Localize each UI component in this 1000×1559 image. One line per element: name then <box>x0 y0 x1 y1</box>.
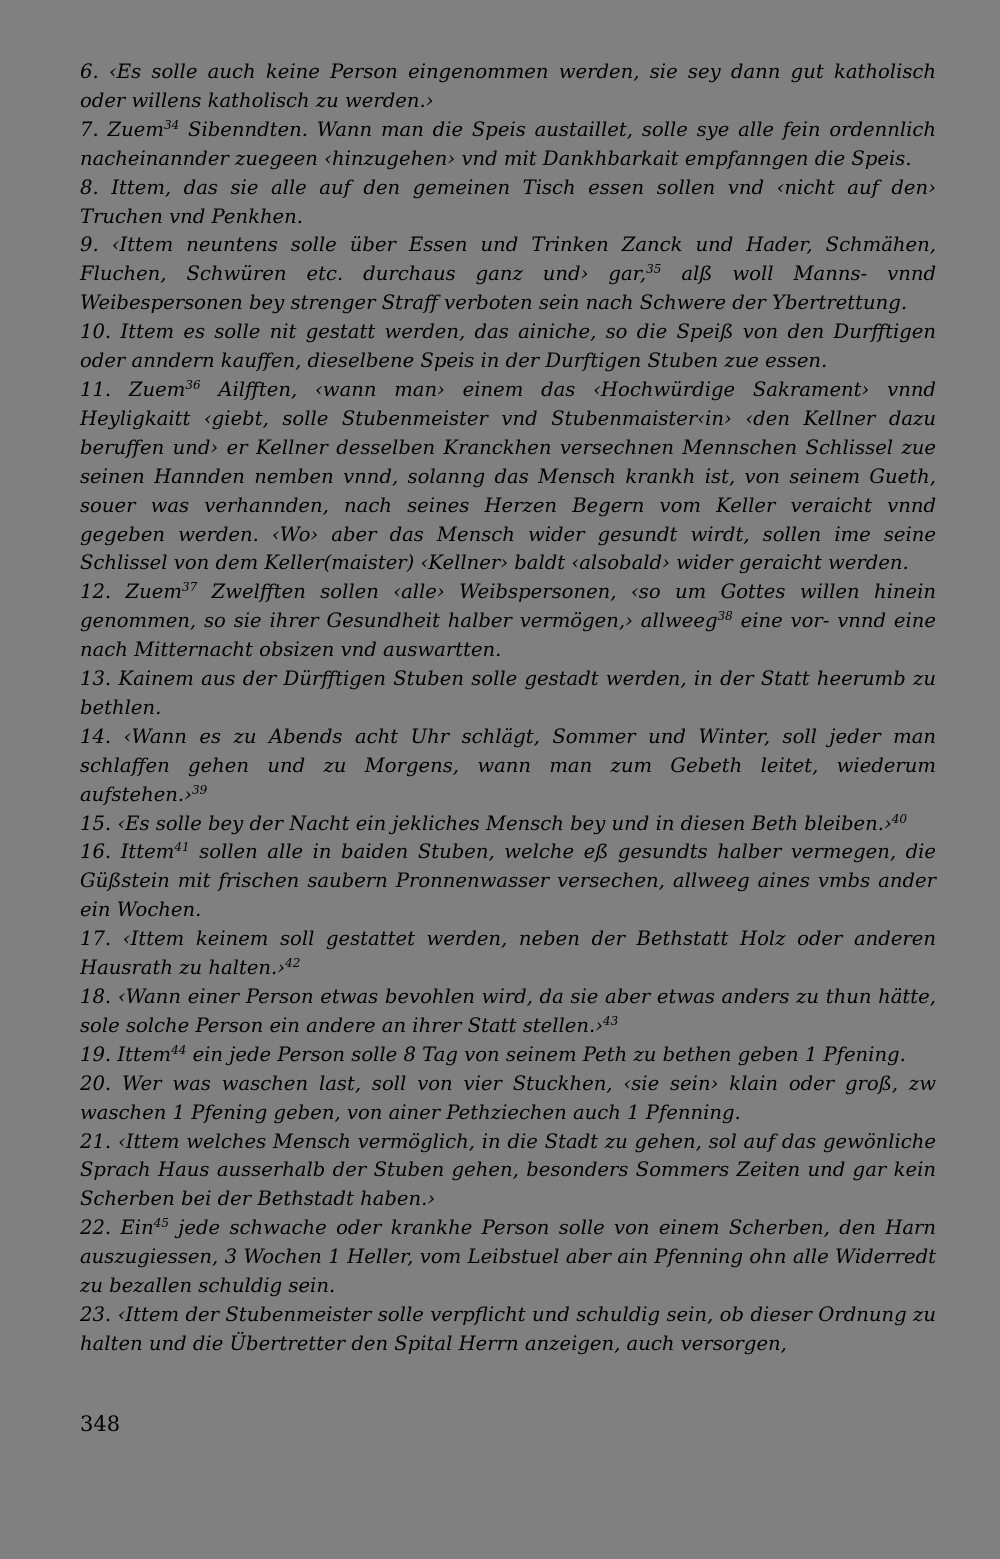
paragraph-text: Sibenndten. Wann man die Speis austaillet, solle sye alle fein ordennlich nacheinannder zuegeen ‹hinzugehen› vnd mit Dankhbarkait empfanngen die Speis. <box>80 117 936 170</box>
footnote-marker: 44 <box>171 1042 187 1057</box>
paragraph-text: sollen alle in baiden Stuben, welche eß gesundts halber vermegen, die Güßstein mit frischen saubern Pronnenwasser versechen, allweeg aines vmbs ander ein Wochen. <box>80 840 936 922</box>
numbered-paragraph <box>80 1301 936 1359</box>
footnote-marker: 34 <box>163 117 180 132</box>
paragraph-text: 22. Ein <box>80 1216 154 1240</box>
paragraph-text: 18. ‹Wann einer Person etwas bevohlen wird, da sie aber etwas anders zu thun hätte, sole solche Person ein andere an ihrer Statt stellen.› <box>80 985 936 1037</box>
paragraph-text: 7. Zuem <box>80 117 164 141</box>
numbered-paragraph <box>80 58 936 116</box>
paragraph-text: jede schwache oder krankhe Person solle von einem Scherben, den Harn auszugiessen, 3 Wochen 1 Heller, vom Leibstuel aber ain Pfenning ohn alle Widerredt zu bezallen schuldig sein. <box>80 1216 936 1298</box>
numbered-paragraph <box>80 376 936 578</box>
paragraph-text: 16. Ittem <box>80 840 175 864</box>
paragraph-text: Ailfften, ‹wann man› einem das ‹Hochwürdige Sakrament› vnnd Heyligkaitt ‹giebt, solle Stubenmeister vnd Stubenmaister‹in› ‹den Kellner dazu beruffen und› er Kellner desselben Kranckhen versechnen Mennschen Schlissel zue seinen Hannden nemben vnnd, solanng das Mensch krankh ist, von seinem Gueth, souer was verhannden, nach seines Herzen Begern vom Keller veraicht vnnd gegeben werden. ‹Wo› aber das Mensch wider gesundt wirdt, sollen ime seine Schlissel von dem Keller(maister) ‹Kellner› baldt ‹alsobald› wider geraicht werden. <box>80 377 936 575</box>
footnote-marker: 35 <box>646 262 662 277</box>
footnote-marker: 38 <box>717 609 733 624</box>
numbered-paragraph <box>80 1041 936 1070</box>
paragraph-text: 21. ‹Ittem welches Mensch vermöglich, in die Stadt zu gehen, sol auf das gewönliche Sprach Haus ausserhalb der Stuben gehen, besonders Sommers Zeiten und gar kein Scherben bei der Bethstadt haben.› <box>80 1129 936 1211</box>
numbered-paragraph <box>80 231 936 318</box>
paragraph-text: 13. Kainem aus der Dürfftigen Stuben solle gestadt werden, in der Statt heerumb zu bethlen. <box>80 667 936 719</box>
numbered-paragraph <box>80 925 936 983</box>
paragraph-text: Zwelfften sollen ‹alle› Weibspersonen, ‹so um Gottes willen hinein genommen, so sie ihrer Gesundheit halber vermögen,› allweeg <box>80 580 936 633</box>
footnote-marker: 45 <box>153 1216 169 1231</box>
numbered-paragraph <box>80 1214 936 1301</box>
numbered-paragraph <box>80 810 936 839</box>
footnote-marker: 42 <box>285 955 301 970</box>
body-text <box>80 58 936 1359</box>
paragraph-text: ein jede Person solle 8 Tag von seinem Peth zu bethen geben 1 Pfening. <box>186 1042 906 1066</box>
paragraph-text: 23. ‹Ittem der Stubenmeister solle verpflicht und schuldig sein, ob dieser Ordnung zu halten und die Übertretter den Spital Herrn anzeigen, auch versorgen, <box>80 1302 936 1355</box>
numbered-paragraph <box>80 665 936 723</box>
numbered-paragraph <box>80 1070 936 1128</box>
paragraph-text: 6. ‹Es solle auch keine Person eingenommen werden, sie sey dann gut katholisch oder willens katholisch zu werden.› <box>80 60 936 112</box>
paragraph-text: 9. ‹Ittem neuntens solle über Essen und Trinken Zanck und Hader, Schmähen, Fluchen, Schwüren etc. durchaus ganz und› gar, <box>80 233 936 286</box>
numbered-paragraph <box>80 723 936 810</box>
paragraph-text: alß woll Manns- vnnd Weibespersonen bey strenger Straff verboten sein nach Schwere der Ybertrettung. <box>80 262 936 315</box>
numbered-paragraph <box>80 983 936 1041</box>
paragraph-text: 14. ‹Wann es zu Abends acht Uhr schlägt, Sommer und Winter, soll jeder man schlaffen gehen und zu Morgens, wann man zum Gebeth leitet, wiederum aufstehen.› <box>80 724 936 806</box>
numbered-paragraph <box>80 318 936 376</box>
paragraph-text: 17. ‹Ittem keinem soll gestattet werden, neben der Bethstatt Holz oder anderen Hausrath zu halten.› <box>80 927 936 980</box>
paragraph-text: 20. Wer was waschen last, soll von vier Stuckhen, ‹sie sein› klain oder groß, zw waschen 1 Pfening geben, von ainer Pethziechen auch 1 Pfenning. <box>80 1071 936 1124</box>
footnote-marker: 37 <box>181 580 198 595</box>
paragraph-text: 15. ‹Es solle bey der Nacht ein jekliches Mensch bey und in diesen Beth bleiben.› <box>80 811 892 835</box>
paragraph-text: eine vor- vnnd eine nach Mitternacht obsizen vnd auswartten. <box>80 609 936 662</box>
numbered-paragraph <box>80 1128 936 1215</box>
footnote-marker: 39 <box>191 782 208 797</box>
page-number: 348 <box>80 1412 121 1436</box>
paragraph-text: 10. Ittem es solle nit gestatt werden, das ainiche, so die Speiß von den Durfftigen oder anndern kauffen, dieselbene Speis in der Durftigen Stuben zue essen. <box>80 320 936 373</box>
numbered-paragraph <box>80 116 936 174</box>
paragraph-text: 11. Zuem <box>80 377 186 401</box>
footnote-marker: 43 <box>603 1013 619 1028</box>
footnote-marker: 36 <box>185 377 201 392</box>
numbered-paragraph <box>80 174 936 232</box>
numbered-paragraph <box>80 578 936 665</box>
paragraph-text: 19. Ittem <box>80 1042 172 1066</box>
footnote-marker: 40 <box>891 811 908 826</box>
footnote-marker: 41 <box>174 840 190 855</box>
paragraph-text: 12. Zuem <box>80 580 182 604</box>
numbered-paragraph <box>80 838 936 925</box>
paragraph-text: 8. Ittem, das sie alle auf den gemeinen Tisch essen sollen vnd ‹nicht auf den› Truchen vnd Penkhen. <box>80 175 936 228</box>
